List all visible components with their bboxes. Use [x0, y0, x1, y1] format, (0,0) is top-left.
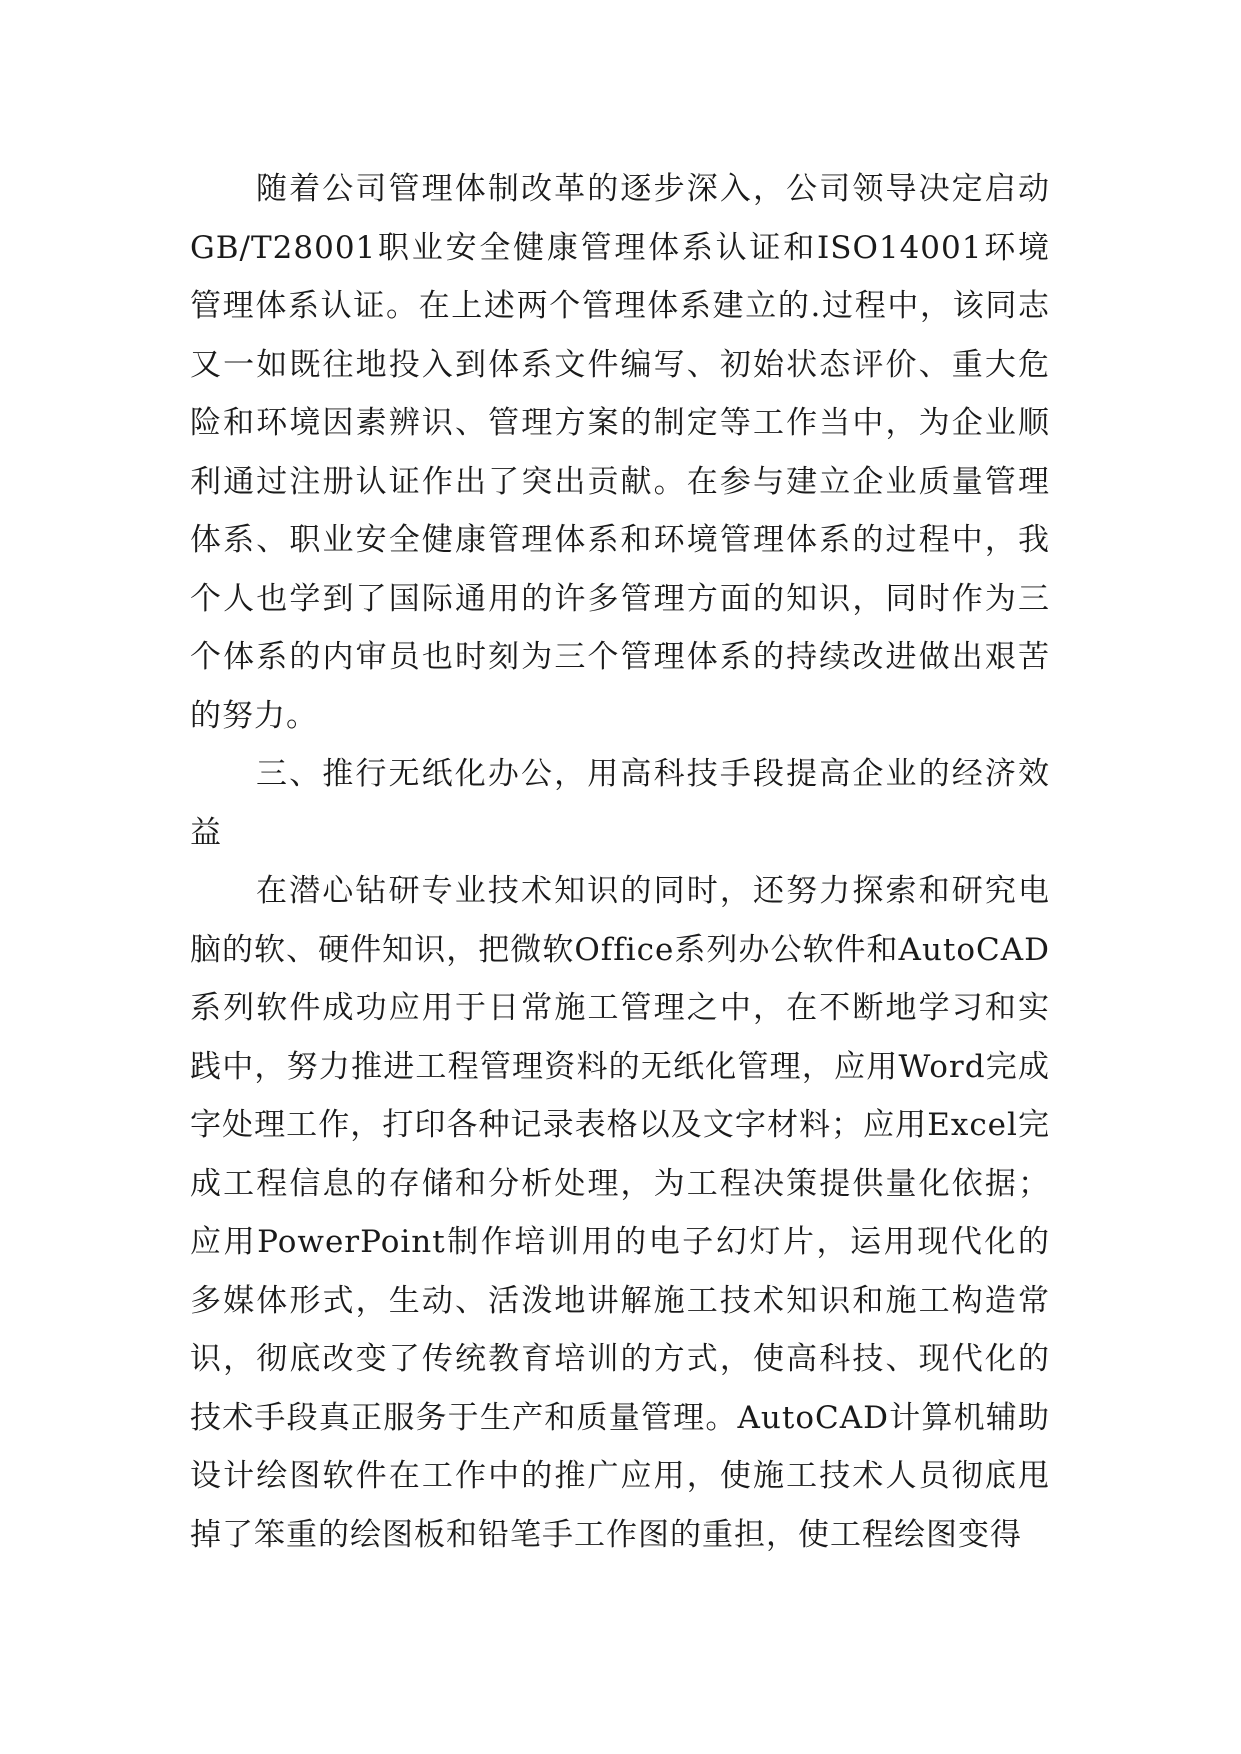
- paragraph-office-software: 在潜心钻研专业技术知识的同时，还努力探索和研究电脑的软、硬件知识，把微软Office系列办公软件和AutoCAD系列软件成功应用于日常施工管理之中，在不断地学习和实践中，努力推进工程管理资料的无纸化管理，应用Word完成字处理工作，打印各种记录表格以及文字材料；应用Excel完成工程信息的存储和分析处理，为工程决策提供量化依据；应用PowerPoint制作培训用的电子幻灯片，运用现代化的多媒体形式，生动、活泼地讲解施工技术知识和施工构造常识，彻底改变了传统教育培训的方式，使高科技、现代化的技术手段真正服务于生产和质量管理。AutoCAD计算机辅助设计绘图软件在工作中的推广应用，使施工技术人员彻底甩掉了笨重的绘图板和铅笔手工作图的重担，使工程绘图变得: [190, 873, 1050, 1553]
- section-heading-paperless-office: 三、推行无纸化办公，用高科技手段提高企业的经济效益: [190, 756, 1050, 851]
- paragraph-certification: 随着公司管理体制改革的逐步深入，公司领导决定启动GB/T28001职业安全健康管理体系认证和ISO14001环境管理体系认证。在上述两个管理体系建立的.过程中，该同志又一如既往地投入到体系文件编写、初始状态评价、重大危险和环境因素辨识、管理方案的制定等工作当中，为企业顺利通过注册认证作出了突出贡献。在参与建立企业质量管理体系、职业安全健康管理体系和环境管理体系的过程中，我个人也学到了国际通用的许多管理方面的知识，同时作为三个体系的内审员也时刻为三个管理体系的持续改进做出艰苦的努力。: [190, 171, 1050, 734]
- document-body: [190, 160, 1050, 1564]
